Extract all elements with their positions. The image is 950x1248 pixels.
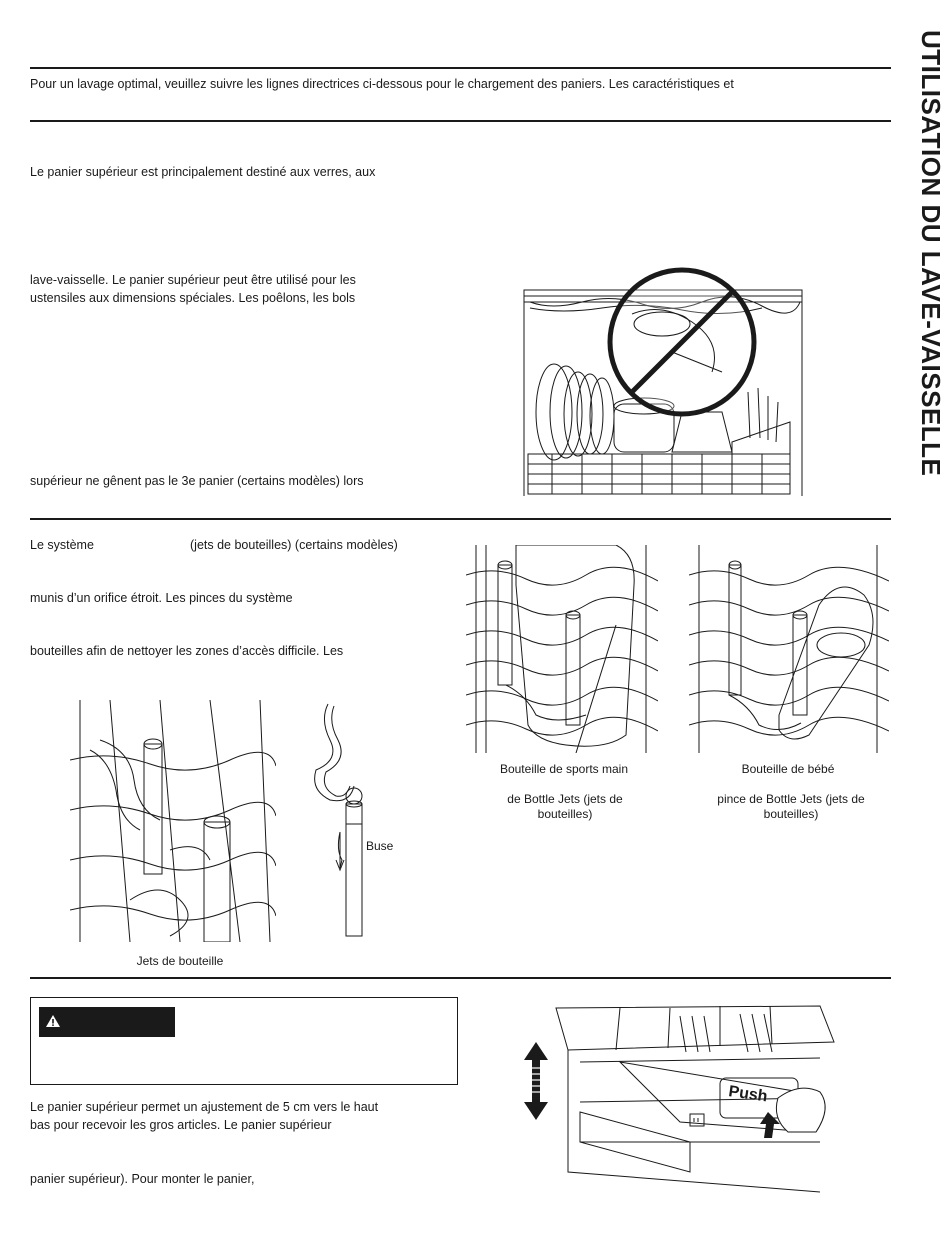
upper-rack-text-3: ustensiles aux dimensions spéciales. Les poêlons, les bols xyxy=(30,291,356,305)
caption-sports-bottle-2: de Bottle Jets (jets de bouteilles) xyxy=(507,792,623,821)
no-entry-circle-icon xyxy=(610,270,754,414)
warning-triangle-icon xyxy=(45,1014,61,1033)
sports-bottle-illustration xyxy=(466,545,658,753)
section-divider xyxy=(30,977,891,979)
nozzle-illustration xyxy=(310,700,370,940)
warning-box xyxy=(30,997,458,1085)
section-divider xyxy=(30,67,891,69)
caption-baby-bottle: Bouteille de bébé xyxy=(741,762,835,776)
baby-bottle-illustration xyxy=(689,545,889,753)
bottle-jets-text-1a: Le système xyxy=(30,538,94,552)
caption-baby-bottle-2: pince de Bottle Jets (jets de bouteilles) xyxy=(717,792,865,821)
push-label: Push xyxy=(727,1083,769,1106)
section-divider xyxy=(30,120,891,122)
section-side-title: UTILISATION DU LAVE-VAISSELLE xyxy=(916,30,946,477)
bottle-jets-text-1b: (jets de bouteilles) (certains modèles) xyxy=(190,538,398,552)
caption-bottle-jets: Jets de bouteille xyxy=(136,954,224,968)
caption-nozzle: Buse xyxy=(366,839,394,853)
intro-text: Pour un lavage optimal, veuillez suivre les lignes directrices ci-dessous pour le chargement des paniers. Les caractéristiques et xyxy=(30,77,734,91)
adjust-text-2: bas pour recevoir les gros articles. Le panier supérieur xyxy=(30,1118,332,1132)
rack-adjuster-illustration xyxy=(520,1002,840,1194)
upper-rack-text-2: lave-vaisselle. Le panier supérieur peut être utilisé pour les xyxy=(30,273,356,287)
bottle-jets-text-2: munis d’un orifice étroit. Les pinces du système xyxy=(30,591,293,605)
caption-sports-bottle: Bouteille de sports main xyxy=(499,762,629,776)
adjust-text-3: panier supérieur). Pour monter le panier, xyxy=(30,1172,255,1186)
bottle-jets-text-3: bouteilles afin de nettoyer les zones d’accès difficile. Les xyxy=(30,644,344,658)
bottle-jets-illustration xyxy=(70,700,276,942)
upper-rack-text-4: supérieur ne gênent pas le 3e panier (certains modèles) lors xyxy=(30,474,364,488)
upper-rack-text-1: Le panier supérieur est principalement destiné aux verres, aux xyxy=(30,165,376,179)
upper-rack-illustration xyxy=(522,262,812,498)
warning-label xyxy=(39,1007,175,1037)
section-divider xyxy=(30,518,891,520)
up-down-arrow-icon xyxy=(524,1042,548,1120)
adjust-text-1: Le panier supérieur permet un ajustement de 5 cm vers le haut xyxy=(30,1100,379,1114)
